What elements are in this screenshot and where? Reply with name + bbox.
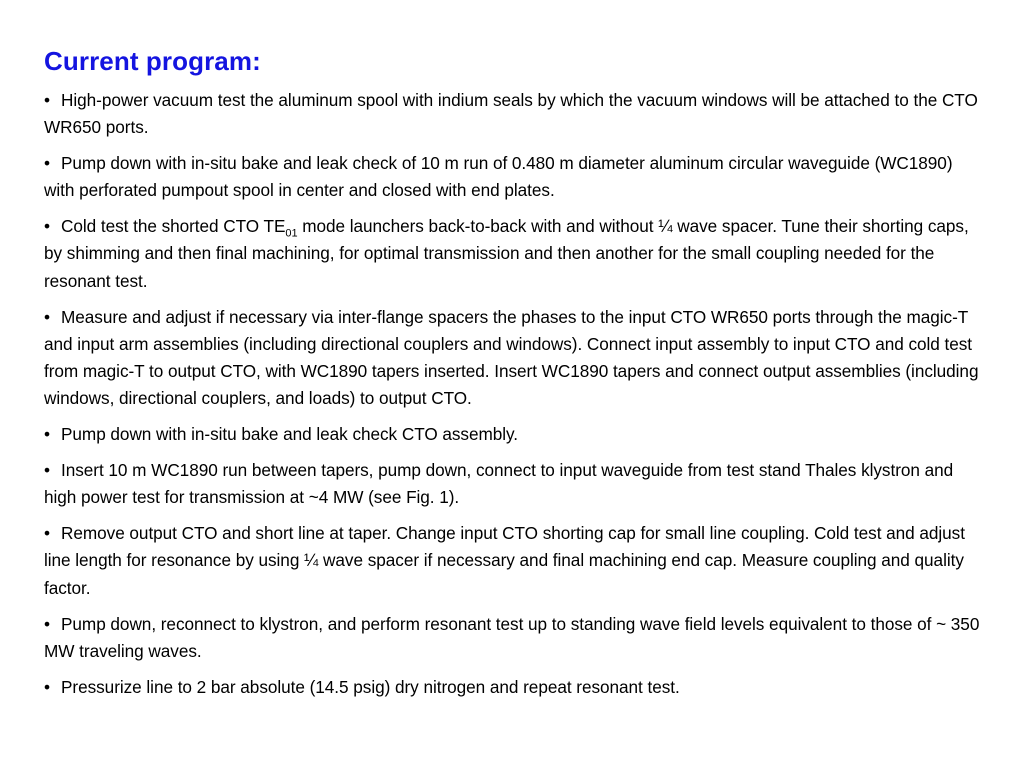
- bullet-icon: •: [44, 153, 50, 174]
- bullet-item: [44, 304, 984, 413]
- bullet-icon: •: [44, 613, 50, 634]
- bullet-text: High-power vacuum test the aluminum spool with indium seals by which the vacuum windows will be attached to the CTO WR650 ports.: [44, 90, 978, 138]
- bullet-item: [44, 213, 984, 295]
- bullet-item: [44, 457, 984, 512]
- bullet-text: Remove output CTO and short line at taper. Change input CTO shorting cap for small line coupling. Cold test and adjust line length for resonance by using ¼ wave spacer if necessary and final machining end cap. Measure coupling and quality factor.: [44, 523, 965, 598]
- slide-title: Current program:: [44, 46, 261, 76]
- bullet-icon: •: [44, 424, 50, 445]
- bullet-item: [44, 611, 984, 666]
- bullet-text: Pump down with in-situ bake and leak check of 10 m run of 0.480 m diameter aluminum circular waveguide (WC1890) with perforated pumpout spool in center and closed with end plates.: [44, 153, 953, 201]
- bullet-icon: •: [44, 90, 50, 110]
- bullet-list: [44, 87, 984, 701]
- bullet-icon: •: [44, 216, 50, 237]
- bullet-text: Measure and adjust if necessary via inter-flange spacers the phases to the input CTO WR650 ports through the magic-T and input arm assemblies (including directional couplers and windows). Connect input assembly to input CTO and cold test from magic-T to output CTO, with WC1890 tapers inserted. Insert WC1890 tapers and connect output assemblies (including windows, directional couplers, and loads) to output CTO.: [44, 306, 979, 409]
- bullet-item: [44, 87, 984, 142]
- bullet-item: [44, 421, 984, 448]
- bullet-item: [44, 520, 984, 602]
- bullet-item: [44, 150, 984, 205]
- bullet-text: Pressurize line to 2 bar absolute (14.5 psig) dry nitrogen and repeat resonant test.: [61, 676, 680, 697]
- bullet-text: Pump down, reconnect to klystron, and perform resonant test up to standing wave field levels equivalent to those of ~ 350 MW traveling waves.: [44, 613, 980, 661]
- bullet-icon: •: [44, 676, 50, 697]
- bullet-text: Pump down with in-situ bake and leak check CTO assembly.: [61, 424, 519, 445]
- bullet-text-before-subscript: Cold test the shorted CTO TE: [61, 216, 286, 237]
- mode-subscript: 01: [285, 227, 298, 240]
- bullet-text-after-subscript: mode launchers back-to-back with and without ¼ wave spacer. Tune their shorting caps, by shimming and then final machining, for optimal transmission and then another for the small coupling needed for the resonant test.: [44, 216, 969, 291]
- bullet-text: Insert 10 m WC1890 run between tapers, pump down, connect to input waveguide from test stand Thales klystron and high power test for transmission at ~4 MW (see Fig. 1).: [44, 460, 954, 508]
- bullet-icon: •: [44, 460, 50, 481]
- bullet-item: [44, 674, 984, 701]
- bullet-icon: •: [44, 523, 50, 544]
- bullet-icon: •: [44, 306, 50, 327]
